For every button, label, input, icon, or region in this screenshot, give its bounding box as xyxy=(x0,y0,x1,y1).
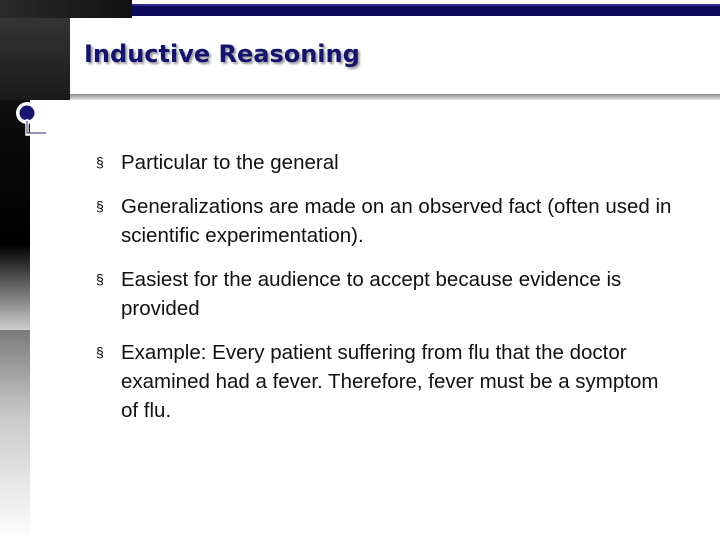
bullet-marker: § xyxy=(96,271,104,287)
left-panel-fade xyxy=(0,330,30,540)
top-left-block xyxy=(0,0,132,18)
bullet-marker: § xyxy=(96,344,104,360)
top-accent-highlight xyxy=(132,4,720,6)
bullet-item xyxy=(96,148,676,177)
bullet-list xyxy=(96,148,676,440)
bullet-item xyxy=(96,265,676,323)
bullet-text: Particular to the general xyxy=(121,151,339,174)
bullet-text: Generalizations are made on an observed fact (often used in scientific experimentation). xyxy=(121,195,672,247)
title-box-shadow xyxy=(70,94,720,100)
bullet-item xyxy=(96,338,676,425)
pin-arrow-icon xyxy=(8,100,58,144)
bullet-marker: § xyxy=(96,154,104,170)
slide-title: Inductive Reasoning xyxy=(84,40,360,68)
bullet-marker: § xyxy=(96,198,104,214)
bullet-text: Example: Every patient suffering from flu that the doctor examined had a fever. Therefore, fever must be a symptom of flu. xyxy=(121,341,659,422)
bullet-item xyxy=(96,192,676,250)
bullet-text: Easiest for the audience to accept because evidence is provided xyxy=(121,268,622,320)
